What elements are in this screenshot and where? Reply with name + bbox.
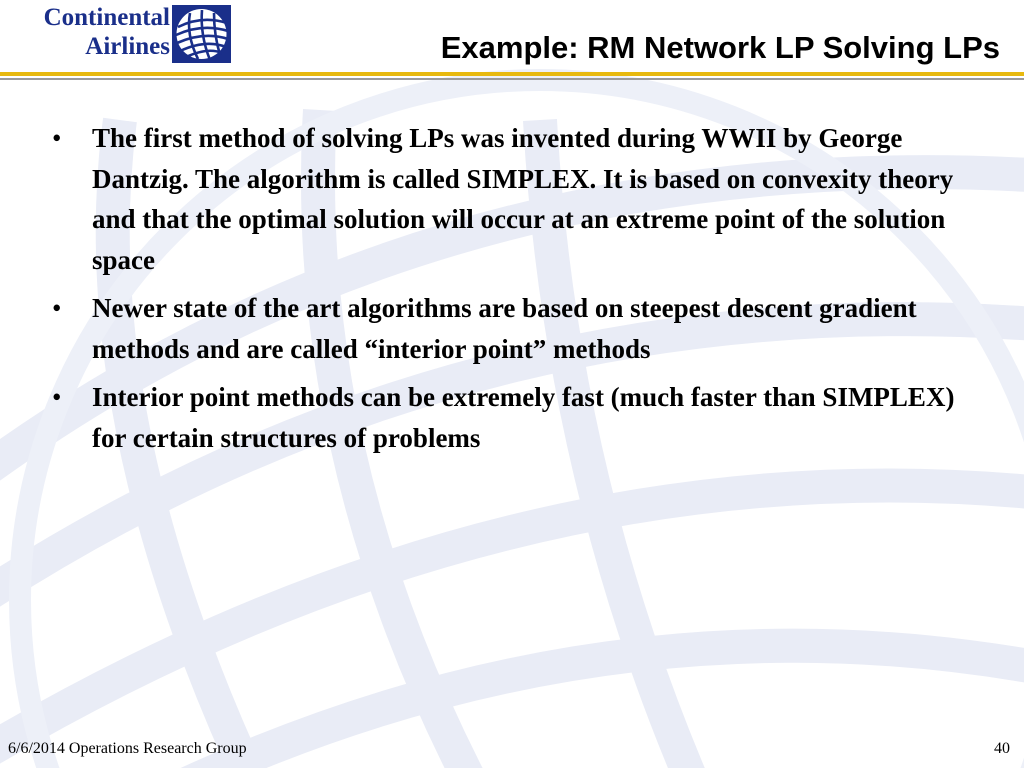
logo-line-1: Continental	[43, 4, 170, 31]
bullet-item	[52, 118, 982, 280]
footer-date-group: 6/6/2014 Operations Research Group	[8, 740, 247, 757]
bullet-text: The first method of solving LPs was invented during WWII by George Dantzig. The algorithm is called SIMPLEX. It is based on convexity theory and that the optimal solution will occur at an extreme point of the solution space	[92, 123, 954, 275]
logo-line-2: Airlines	[85, 33, 170, 60]
bullet-marker: •	[52, 293, 62, 323]
page-number: 40	[994, 740, 1010, 757]
bullet-text: Newer state of the art algorithms are based on steepest descent gradient methods and are called “interior point” methods	[92, 293, 917, 364]
bullet-list	[52, 118, 982, 466]
logo-wordmark	[4, 3, 170, 61]
bullet-marker: •	[52, 123, 62, 153]
header-rule-gray	[0, 78, 1024, 80]
bullet-marker: •	[52, 382, 62, 412]
slide-title: Example: RM Network LP Solving LPs	[440, 30, 1000, 65]
header-rule-gold	[0, 72, 1024, 76]
bullet-item	[52, 288, 982, 369]
continental-logo	[4, 3, 232, 65]
bullet-text: Interior point methods can be extremely fast (much faster than SIMPLEX) for certain structures of problems	[92, 382, 955, 453]
globe-icon	[172, 5, 231, 63]
bullet-item	[52, 377, 982, 458]
